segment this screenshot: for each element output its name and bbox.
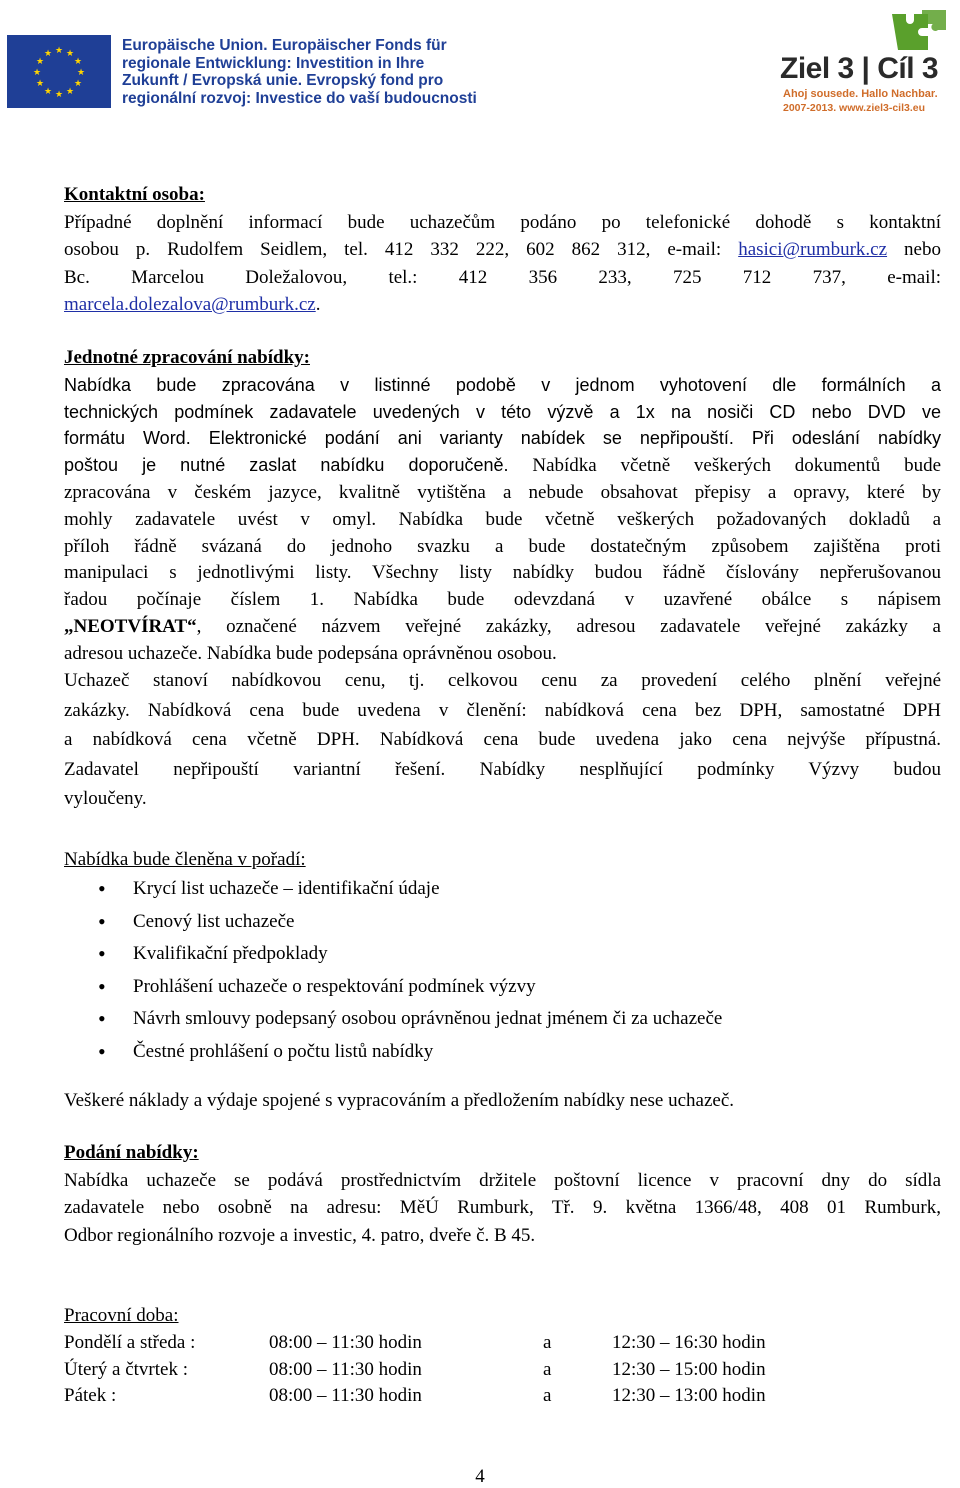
processing-heading: Jednotné zpracování nabídky: [64,347,310,368]
price-section [64,666,941,814]
puzzle-icon [872,8,952,56]
contact-text-line: Případné doplnění informací bude uchazečům podáno po telefonické dohodě s kontaktní [64,211,941,233]
submission-line: zadavatele nebo osobně na adresu: MěÚ Rumburk, Tř. 9. května 1366/48, 408 01 Rumburk, [64,1197,941,1218]
processing-line: „NEOTVÍRAT“, označené názvem veřejné zakázky, adresou zadavatele veřejné zakázky a [64,615,941,637]
price-line: Zadavatel nepřipouští variantní řešení. Nabídky nesplňující podmínky Výzvy budou [64,758,941,780]
contact-section [64,181,941,319]
list-item: • Krycí list uchazeče – identifikační údaje [64,873,941,906]
price-line: a nabídková cena včetně DPH. Nabídková cena bude uvedena jako cena nejvýše přípustná. [64,729,941,750]
svg-text:★: ★ [43,87,53,97]
processing-section [64,345,941,668]
hours-day: Pátek : [64,1385,117,1407]
processing-line: formátu Word. Elektronické podání ani varianty nabídek se nepřipouští. Při odeslání nabídky [64,428,941,449]
processing-line: Nabídka bude zpracována v listinné podobě v jednom vyhotovení dle formálních a [64,374,941,395]
hours-heading: Pracovní doba: [64,1305,179,1326]
page-number: 4 [475,1466,485,1487]
svg-text:★: ★ [43,49,53,59]
price-line: vyloučeny. [64,788,147,809]
ziel3-title: Ziel 3 | Cíl 3 [780,52,939,85]
hours-and: a [543,1332,552,1353]
svg-text:★: ★ [35,57,45,67]
hours-pm: 12:30 – 16:30 hodin [612,1332,766,1353]
eu-flag-logo [7,35,111,108]
svg-text:★: ★ [54,90,64,100]
svg-text:★: ★ [35,79,45,89]
email-link-dolezalova[interactable]: marcela.dolezalova@rumburk.cz [64,294,316,315]
neotvirat-label: „NEOTVÍRAT“ [64,615,197,637]
svg-text:★: ★ [76,68,86,78]
submission-section [64,1139,941,1249]
contact-text-line: osobou p. Rudolfem Seidlem, tel. 412 332 222, 602 862 312, e-mail: hasici@rumburk.cz nebo [64,239,941,260]
processing-line: příloh řádně svázaná do jednoho svazku a bude dostatečným způsobem zajištěna proti [64,535,941,557]
submission-line: Odbor regionálního rozvoje a investic, 4. patro, dveře č. B 45. [64,1224,536,1246]
order-heading: Nabídka bude členěna v pořadí: [64,849,306,870]
list-item: • Prohlášení uchazeče o respektování podmínek výzvy [64,971,941,1004]
hours-pm: 12:30 – 13:00 hodin [612,1385,766,1407]
hours-am: 08:00 – 11:30 hodin [269,1332,422,1353]
list-item: • Cenový list uchazeče [64,906,941,939]
price-line: zakázky. Nabídková cena bude uvedena v členění: nabídková cena bez DPH, samostatné DPH [64,699,941,721]
contact-text-line: Bc. Marcelou Doležalovou, tel.: 412 356 233, 725 712 737, e-mail: [64,266,941,288]
list-item: • Návrh smlouvy podepsaný osobou oprávněnou jednat jménem či za uchazeče [64,1003,941,1036]
svg-text:★: ★ [54,46,64,56]
costs-paragraph [64,1087,941,1114]
list-item: • Kvalifikační předpoklady [64,938,941,971]
page-header [0,0,960,120]
hours-day: Pondělí a středa : [64,1332,196,1353]
svg-text:★: ★ [73,57,83,67]
hours-and: a [543,1358,552,1380]
order-list [64,873,941,1068]
svg-text:★: ★ [65,49,75,59]
svg-text:★: ★ [73,79,83,89]
hours-row [64,1356,766,1383]
ziel3-slogan: Ahoj sousede. Hallo Nachbar. [783,88,938,100]
svg-text:★: ★ [32,68,42,78]
costs-text: Veškeré náklady a výdaje spojené s vypracováním a předložením nabídky nese uchazeč. [64,1090,735,1111]
contact-heading: Kontaktní osoba: [64,184,205,205]
processing-line: mohly zadavatele uvést v omyl. Nabídka bude včetně veškerých požadovaných dokladů a [64,508,941,530]
processing-line: manipulaci s jednotlivými listy. Všechny listy nabídky budou řádně číslovány nepřerušovanou [64,562,941,584]
hours-row [64,1329,766,1356]
ziel3-logo [780,8,955,118]
price-line: Uchazeč stanoví nabídkovou cenu, tj. celkovou cenu za provedení celého plnění veřejné [64,670,941,691]
processing-line: zpracována v českém jazyce, kvalitně vytištěna a nebude obsahovat přepisy a opravy, které by [64,481,941,503]
eu-stars-icon [7,35,111,108]
processing-line: adresou uchazeče. Nabídka bude podepsána oprávněnou osobou. [64,642,557,664]
processing-line: řadou počínaje číslem 1. Nabídka bude odevzdaná v uzavřené obálce s nápisem [64,589,941,611]
email-link-hasici[interactable]: hasici@rumburk.cz [738,239,888,260]
hours-row [64,1382,766,1409]
hours-pm: 12:30 – 15:00 hodin [612,1358,766,1380]
eu-funding-text: Europäische Union. Europäischer Fonds für regionale Entwicklung: Investition in Ihre Zukunft / Evropská unie. Evropský fond pro regionální rozvoj: Investice do vaší budoucnosti [122,37,477,107]
hours-and: a [543,1385,552,1407]
submission-line: Nabídka uchazeče se podává prostřednictvím držitele poštovní licence v pracovní dny do sídla [64,1169,941,1191]
processing-line: poštou je nutné zaslat nabídku doporučeně. Nabídka včetně veškerých dokumentů bude [64,455,941,477]
hours-am: 08:00 – 11:30 hodin [269,1385,422,1407]
ziel3-url: 2007-2013. www.ziel3-cil3.eu [783,102,926,114]
list-item: • Čestné prohlášení o počtu listů nabídky [64,1036,941,1069]
processing-line: technických podmínek zadavatele uvedených v této výzvě a 1x na nosiči CD nebo DVD ve [64,401,941,422]
order-section [64,846,941,1068]
hours-am: 08:00 – 11:30 hodin [269,1358,422,1380]
hours-day: Úterý a čtvrtek : [64,1358,188,1380]
contact-text-line: marcela.dolezalova@rumburk.cz. [64,294,321,315]
submission-heading: Podání nabídky: [64,1142,199,1163]
office-hours-section [64,1302,766,1409]
svg-text:★: ★ [65,87,75,97]
